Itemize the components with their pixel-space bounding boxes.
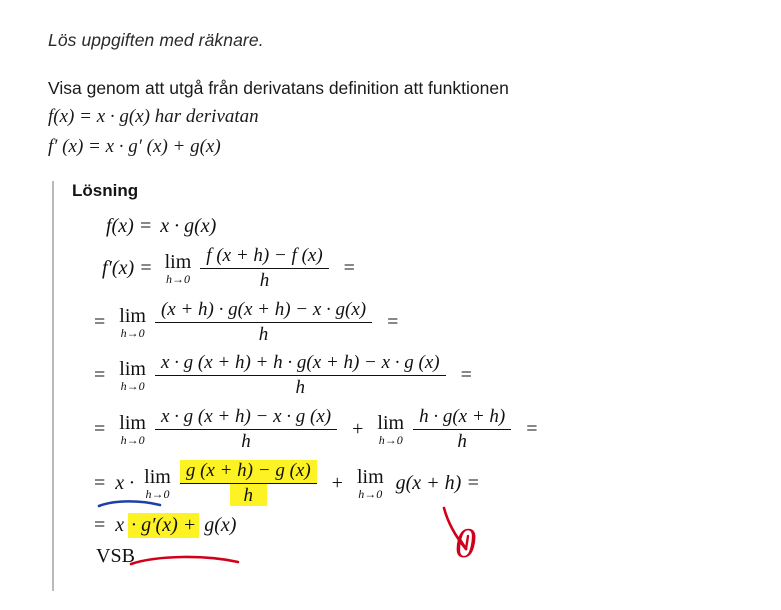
instruction-text: Lös uppgiften med räknare. <box>48 30 264 50</box>
fraction-denominator: h <box>295 377 306 399</box>
limit-subscript: h→0 <box>165 271 190 286</box>
fraction-denominator: h <box>457 430 467 452</box>
limit-operator <box>119 306 146 339</box>
fraction <box>155 299 372 346</box>
limit-operator <box>165 252 192 285</box>
work-line-4-tail: = <box>460 364 472 387</box>
limit-label: lim <box>119 411 146 434</box>
highlighted-fraction <box>180 460 317 507</box>
fraction-numerator: h · g(x + h) <box>413 406 511 430</box>
limit-operator <box>377 413 404 446</box>
work-line-1-lhs: f(x) = <box>106 215 153 237</box>
limit-subscript: h→0 <box>145 486 170 501</box>
work-line-4-eq: = <box>94 364 106 387</box>
work-line-6-plus: + <box>331 471 343 494</box>
limit-label: lim <box>144 465 171 488</box>
limit-subscript: h→0 <box>120 432 145 447</box>
limit-subscript: h→0 <box>378 432 403 447</box>
work-line-2 <box>84 245 751 292</box>
work-line-7-term: g(x) <box>204 514 237 537</box>
limit-label: lim <box>119 304 146 327</box>
problem-line-1: Visa genom att utgå från derivatans definition att funktionen <box>48 78 509 98</box>
red-zero-annotation: 0 <box>455 521 476 567</box>
fraction-numerator: g (x + h) − g (x) <box>180 460 317 484</box>
problem-line-2: f(x) = x · g(x) har derivatan <box>48 106 259 128</box>
limit-label: lim <box>377 411 405 434</box>
fraction-numerator: x · g (x + h) + h · g(x + h) − x · g (x) <box>155 352 446 376</box>
solution-block <box>52 181 751 591</box>
work-line-6-prefix: x · <box>115 471 135 494</box>
fraction-numerator: x · g (x + h) − x · g (x) <box>155 406 337 430</box>
work-line-5 <box>84 406 751 453</box>
conclusion-text: VSB <box>96 545 135 568</box>
problem-statement <box>48 75 751 161</box>
limit-subscript: h→0 <box>358 486 383 501</box>
work-line-2-lhs: f′(x) = <box>102 256 153 279</box>
work-line-7-eq: = <box>94 514 106 537</box>
fraction-denominator: h <box>259 269 270 291</box>
work-line-1 <box>84 215 751 238</box>
work-line-4 <box>84 352 751 399</box>
fraction <box>155 406 337 453</box>
work-line-6-rhs: g(x + h) = <box>395 471 480 494</box>
limit-operator <box>119 413 146 446</box>
fraction <box>200 245 328 292</box>
fraction-denominator: h <box>258 323 269 345</box>
limit-operator <box>119 359 146 392</box>
work-line-5-eq: = <box>94 417 106 440</box>
limit-subscript: h→0 <box>120 325 145 340</box>
fraction-denominator: h <box>241 430 251 452</box>
fraction-numerator: f (x + h) − f (x) <box>200 245 328 269</box>
work-line-7-derivative: · g′(x) + <box>128 513 199 538</box>
fraction <box>413 406 511 453</box>
work-line-5-tail: = <box>526 417 538 440</box>
fraction-numerator: (x + h) · g(x + h) − x · g(x) <box>155 299 372 323</box>
work-line-7 <box>84 513 751 538</box>
fraction <box>155 352 446 399</box>
work-line-6-eq: = <box>94 471 106 494</box>
limit-label: lim <box>356 465 384 488</box>
limit-operator <box>357 467 384 500</box>
work-line-7-variable: x <box>115 514 125 537</box>
solution-title: Lösning <box>72 181 139 200</box>
work-line-3-tail: = <box>387 310 399 333</box>
limit-label: lim <box>119 358 146 381</box>
limit-label: lim <box>164 250 192 273</box>
problem-line-3: f′ (x) = x · g′ (x) + g(x) <box>48 135 221 157</box>
work-line-1-rhs: x · g(x) <box>160 215 217 237</box>
work-line-3-eq: = <box>94 310 106 333</box>
limit-operator <box>144 467 171 500</box>
limit-subscript: h→0 <box>120 379 145 394</box>
work-line-2-tail: = <box>343 256 355 279</box>
work-line-6 <box>84 460 751 507</box>
fraction-denominator: h <box>230 484 268 507</box>
solution-work <box>72 215 751 568</box>
work-line-5-plus: + <box>352 417 364 440</box>
work-line-3 <box>84 299 751 346</box>
